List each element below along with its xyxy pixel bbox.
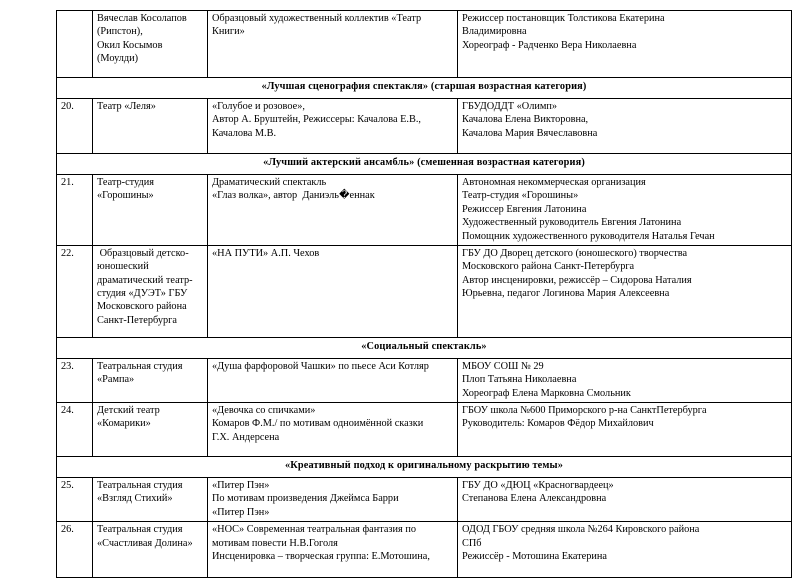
row-number: 22. xyxy=(57,245,93,337)
performance-title-line: Г.Х. Андерсена xyxy=(212,431,280,443)
performance-title-line: Образцовый художественный коллектив «Театр xyxy=(212,13,422,24)
performance-title xyxy=(208,99,458,154)
table-row xyxy=(57,522,792,578)
collective-name xyxy=(93,403,208,457)
organization-info-line: ГБУ ДО Дворец детского (юношеского) творчества xyxy=(462,247,688,259)
row-number: 23. xyxy=(57,358,93,402)
organization-info-line: ГБУДОДДТ «Олимп» xyxy=(462,101,558,112)
table-row xyxy=(57,175,792,246)
row-number: 26. xyxy=(57,522,93,578)
performance-title-line: По мотивам произведения Джеймса Барри xyxy=(212,493,399,505)
collective-name-line: Санкт-Петербурга xyxy=(97,314,177,326)
performance-title-line: «Голубое и розовое», xyxy=(212,101,305,112)
organization-info-line: Руководитель: Комаров Фёдор Михайлович xyxy=(462,418,654,430)
performance-title-line: Драматический спектакль xyxy=(212,177,327,188)
organization-info xyxy=(458,358,792,402)
performance-title-line: Комаров Ф.М./ по мотивам одноимённой сказки xyxy=(212,418,424,430)
collective-name xyxy=(93,478,208,522)
row-number: 21. xyxy=(57,175,93,246)
section-header-row xyxy=(57,457,792,478)
performance-title-line: «Глаз волка», автор Даниэль�еннак xyxy=(212,190,375,202)
section-header-row xyxy=(57,154,792,175)
performance-title xyxy=(208,478,458,522)
section-header-row xyxy=(57,78,792,99)
performance-title-line: «НА ПУТИ» А.П. Чехов xyxy=(212,247,320,259)
organization-info-line: СПб xyxy=(462,537,482,549)
table-row xyxy=(57,99,792,154)
collective-name xyxy=(93,175,208,246)
collective-name xyxy=(93,11,208,78)
collective-name xyxy=(93,99,208,154)
organization-info-line: Режиссёр - Мотошина Екатерина xyxy=(462,550,607,562)
performance-title-line: Качалова М.В. xyxy=(212,127,277,139)
collective-name-line: Театр «Леля» xyxy=(97,101,156,112)
section-header-label: «Социальный спектакль» xyxy=(57,337,792,358)
row-number: 25. xyxy=(57,478,93,522)
organization-info-line: Помощник художественного руководителя Наталья Гечан xyxy=(462,230,715,242)
collective-name xyxy=(93,522,208,578)
performance-title-line: «НОС» Современная театральная фантазия по xyxy=(212,524,416,536)
organization-info-line: ОДОД ГБОУ средняя школа №264 Кировского района xyxy=(462,524,700,536)
collective-name-line: «Взгляд Стихий» xyxy=(97,493,173,505)
table-row xyxy=(57,245,792,337)
collective-name-line: «Комарики» xyxy=(97,418,151,430)
collective-name-line: Театральная студия xyxy=(97,524,183,536)
performance-title xyxy=(208,522,458,578)
section-header-label: «Лучшая сценография спектакля» (старшая возрастная категория) xyxy=(57,78,792,99)
organization-info xyxy=(458,522,792,578)
collective-name xyxy=(93,358,208,402)
collective-name-line: «Горошины» xyxy=(97,190,154,202)
performance-title-line: Книги» xyxy=(212,26,245,38)
collective-name-line: (Моулди) xyxy=(97,53,139,65)
collective-name-line: Вячеслав Косолапов xyxy=(97,13,187,24)
collective-name-line: Театральная студия xyxy=(97,480,183,491)
collective-name-line: Театр-студия xyxy=(97,177,155,188)
performance-title-line: «Питер Пэн» xyxy=(212,480,270,491)
collective-name-line: драматический театр- xyxy=(97,274,193,286)
organization-info-line: Качалова Мария Вячеславовна xyxy=(462,127,598,139)
performance-title xyxy=(208,358,458,402)
section-header-row xyxy=(57,337,792,358)
performance-title-line: «Душа фарфоровой Чашки» по пьесе Аси Котляр xyxy=(212,360,429,372)
collective-name-line: «Счастливая Долина» xyxy=(97,537,193,549)
organization-info xyxy=(458,478,792,522)
organization-info xyxy=(458,11,792,78)
awards-table xyxy=(56,10,792,578)
organization-info-line: Качалова Елена Викторовна, xyxy=(462,114,589,126)
organization-info-line: Режиссер Евгения Латонина xyxy=(462,203,587,215)
collective-name xyxy=(93,245,208,337)
organization-info xyxy=(458,403,792,457)
collective-name-line: Окил Косымов xyxy=(97,39,163,51)
table-body xyxy=(57,11,792,578)
table-row xyxy=(57,478,792,522)
organization-info xyxy=(458,245,792,337)
row-number xyxy=(57,11,93,78)
organization-info-line: МБОУ СОШ № 29 xyxy=(462,360,544,372)
organization-info xyxy=(458,175,792,246)
performance-title xyxy=(208,175,458,246)
performance-title-line: Автор А. Бруштейн, Режиссеры: Качалова Е.В., xyxy=(212,114,421,126)
performance-title-line: Инсценировка – творческая группа: Е.Мотошина, xyxy=(212,550,430,562)
organization-info-line: Режиссер постановщик Толстикова Екатерина xyxy=(462,13,665,24)
collective-name-line: «Рампа» xyxy=(97,374,135,386)
performance-title xyxy=(208,245,458,337)
table-row xyxy=(57,358,792,402)
collective-name-line: Образцовый детско- xyxy=(97,247,189,259)
organization-info-line: Художественный руководитель Евгения Латонина xyxy=(462,217,682,229)
organization-info-line: ГБОУ школа №600 Приморского р-на СанктПетербурга xyxy=(462,405,707,416)
organization-info-line: Хореограф - Радченко Вера Николаевна xyxy=(462,39,637,51)
row-number: 24. xyxy=(57,403,93,457)
organization-info xyxy=(458,99,792,154)
performance-title-line: мотивам повести Н.В.Гоголя xyxy=(212,537,338,549)
table-row xyxy=(57,403,792,457)
organization-info-line: Владимировна xyxy=(462,26,527,38)
section-header-label: «Креативный подход к оригинальному раскрытию темы» xyxy=(57,457,792,478)
section-header-label: «Лучший актерский ансамбль» (смешенная возрастная категория) xyxy=(57,154,792,175)
organization-info-line: Хореограф Елена Марковна Смольник xyxy=(462,387,631,399)
performance-title-line: «Девочка со спичками» xyxy=(212,405,316,416)
organization-info-line: Плоп Татьяна Николаевна xyxy=(462,374,577,386)
performance-title xyxy=(208,403,458,457)
organization-info-line: Степанова Елена Александровна xyxy=(462,493,607,505)
organization-info-line: Театр-студия «Горошины» xyxy=(462,190,579,202)
organization-info-line: Московского района Санкт-Петербурга xyxy=(462,261,635,273)
collective-name-line: Московского района xyxy=(97,301,187,313)
collective-name-line: Театральная студия xyxy=(97,360,183,372)
collective-name-line: (Рипстон), xyxy=(97,26,143,38)
performance-title-line: «Питер Пэн» xyxy=(212,506,270,518)
organization-info-line: Автономная некоммерческая организация xyxy=(462,177,646,188)
collective-name-line: Детский театр xyxy=(97,405,160,416)
organization-info-line: Юрьевна, педагог Логинова Мария Алексеевна xyxy=(462,288,670,299)
organization-info-line: ГБУ ДО «ДЮЦ «Красногвардеец» xyxy=(462,480,614,491)
collective-name-line: юношеский xyxy=(97,261,149,273)
table-row xyxy=(57,11,792,78)
performance-title xyxy=(208,11,458,78)
organization-info-line: Автор инсценировки, режиссёр – Сидорова Наталия xyxy=(462,274,692,286)
collective-name-line: студия «ДУЭТ» ГБУ xyxy=(97,288,188,299)
row-number: 20. xyxy=(57,99,93,154)
